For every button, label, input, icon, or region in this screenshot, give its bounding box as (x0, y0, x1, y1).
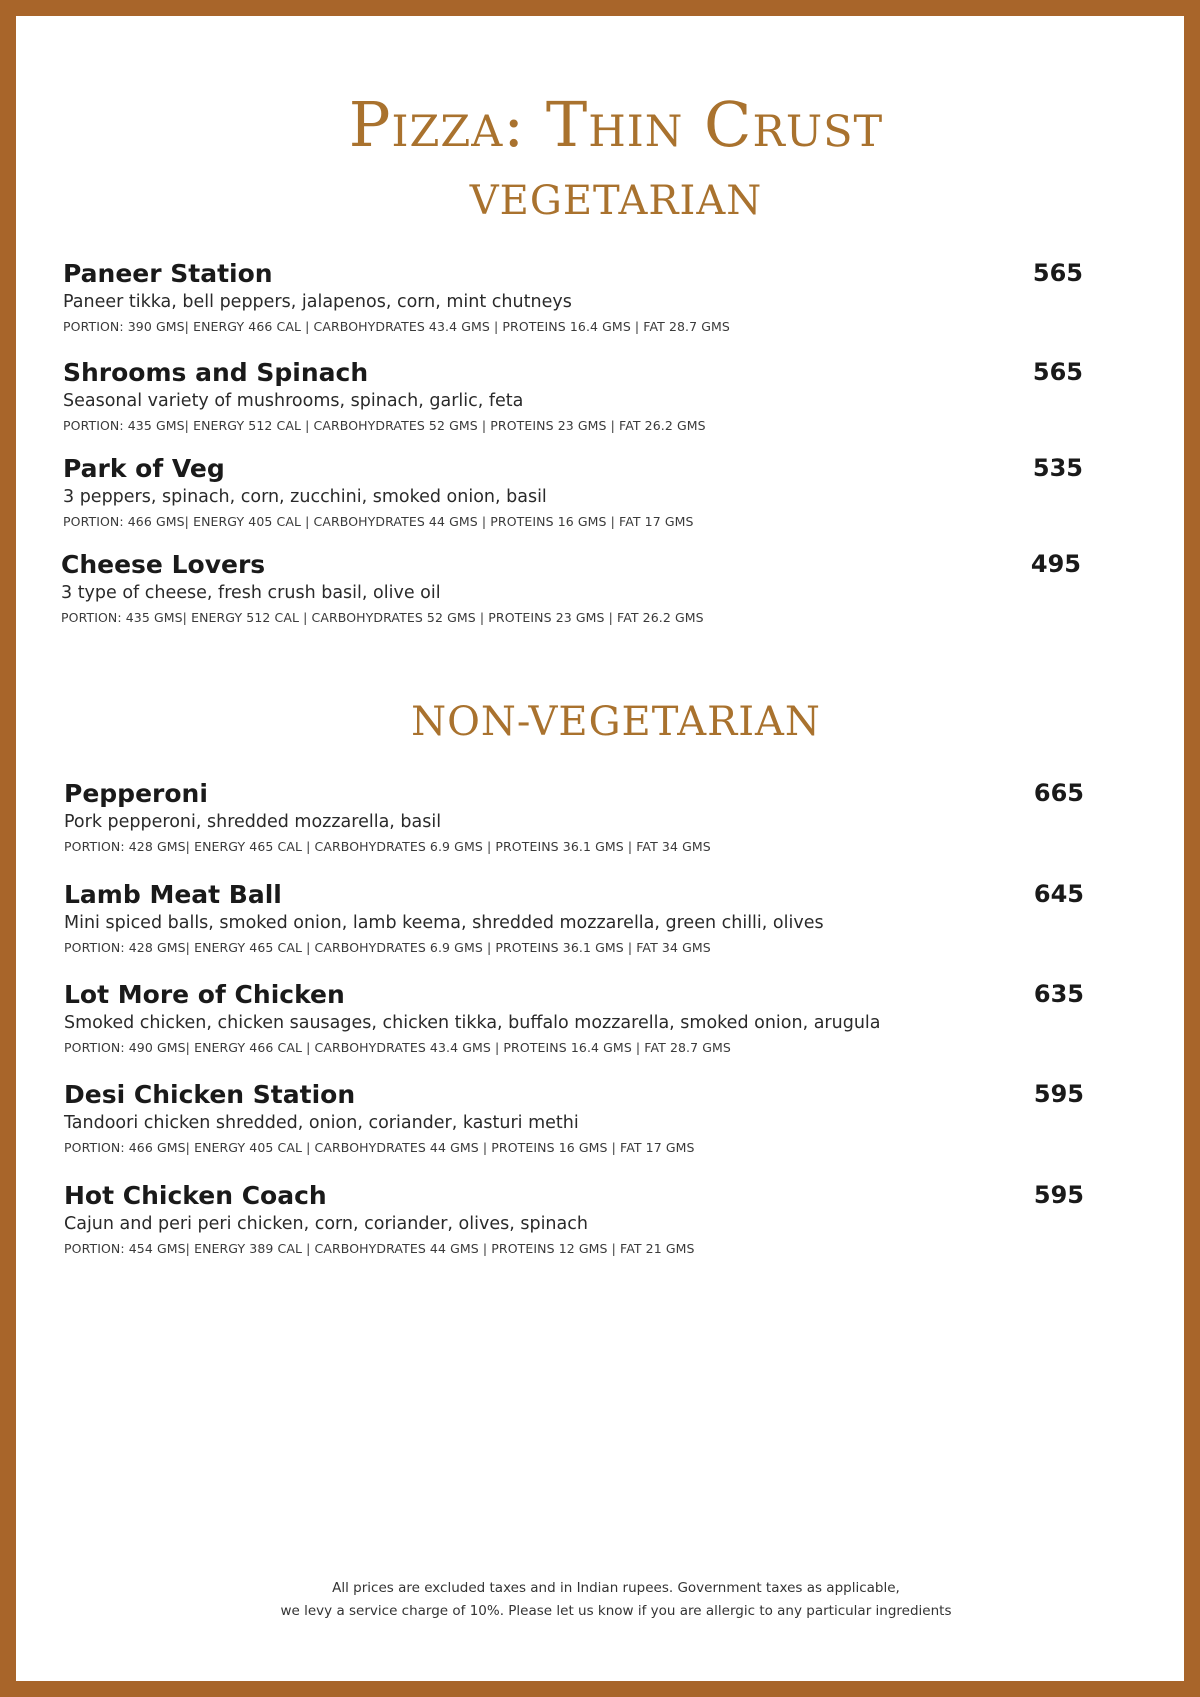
section-heading-non-vegetarian: NON-VEGETARIAN (411, 699, 821, 745)
item-price: 565 (1032, 259, 1083, 287)
item-name: Desi Chicken Station (64, 1080, 356, 1109)
item-nutrition: PORTION: 466 GMS| ENERGY 405 CAL | CARBOHYDRATES 44 GMS | PROTEINS 16 GMS | FAT 17 GMS (63, 514, 694, 529)
footer-line-1: All prices are excluded taxes and in Indian rupees. Government taxes as applicable, (332, 1580, 900, 1596)
item-price: 645 (1033, 880, 1084, 908)
item-name: Pepperoni (64, 779, 208, 808)
item-nutrition: PORTION: 435 GMS| ENERGY 512 CAL | CARBOHYDRATES 52 GMS | PROTEINS 23 GMS | FAT 26.2 GMS (61, 610, 704, 625)
item-description: Tandoori chicken shredded, onion, coriander, kasturi methi (64, 1113, 579, 1133)
item-nutrition: PORTION: 490 GMS| ENERGY 466 CAL | CARBOHYDRATES 43.4 GMS | PROTEINS 16.4 GMS | FAT 28.7 GMS (64, 1040, 731, 1055)
item-name: Park of Veg (63, 454, 225, 483)
item-description: 3 peppers, spinach, corn, zucchini, smoked onion, basil (63, 487, 547, 507)
item-name: Lamb Meat Ball (64, 880, 282, 909)
item-description: Pork pepperoni, shredded mozzarella, basil (64, 812, 442, 832)
item-nutrition: PORTION: 466 GMS| ENERGY 405 CAL | CARBOHYDRATES 44 GMS | PROTEINS 16 GMS | FAT 17 GMS (64, 1140, 695, 1155)
page-title: Pizza: Thin Crust (348, 88, 884, 161)
item-price: 665 (1033, 779, 1084, 807)
item-description: Mini spiced balls, smoked onion, lamb keema, shredded mozzarella, green chilli, olives (64, 913, 824, 933)
item-description: Smoked chicken, chicken sausages, chicken tikka, buffalo mozzarella, smoked onion, arugula (64, 1013, 881, 1033)
item-description: Seasonal variety of mushrooms, spinach, garlic, feta (63, 391, 524, 411)
item-price: 495 (1030, 550, 1081, 578)
item-nutrition: PORTION: 435 GMS| ENERGY 512 CAL | CARBOHYDRATES 52 GMS | PROTEINS 23 GMS | FAT 26.2 GMS (63, 418, 706, 433)
item-price: 565 (1032, 358, 1083, 386)
item-price: 595 (1033, 1080, 1084, 1108)
item-name: Shrooms and Spinach (63, 358, 369, 387)
item-name: Lot More of Chicken (64, 980, 345, 1009)
item-nutrition: PORTION: 428 GMS| ENERGY 465 CAL | CARBOHYDRATES 6.9 GMS | PROTEINS 36.1 GMS | FAT 34 GMS (64, 839, 711, 854)
item-description: Cajun and peri peri chicken, corn, coriander, olives, spinach (64, 1214, 588, 1234)
footer-line-2: we levy a service charge of 10%. Please let us know if you are allergic to any particular ingredients (280, 1603, 952, 1619)
footer-note (16, 1577, 1200, 1623)
item-price: 635 (1033, 980, 1084, 1008)
item-nutrition: PORTION: 454 GMS| ENERGY 389 CAL | CARBOHYDRATES 44 GMS | PROTEINS 12 GMS | FAT 21 GMS (64, 1241, 695, 1256)
item-nutrition: PORTION: 390 GMS| ENERGY 466 CAL | CARBOHYDRATES 43.4 GMS | PROTEINS 16.4 GMS | FAT 28.7 GMS (63, 319, 730, 334)
item-name: Hot Chicken Coach (64, 1181, 327, 1210)
section-heading-vegetarian: VEGETARIAN (469, 178, 763, 224)
item-price: 535 (1032, 454, 1083, 482)
item-nutrition: PORTION: 428 GMS| ENERGY 465 CAL | CARBOHYDRATES 6.9 GMS | PROTEINS 36.1 GMS | FAT 34 GMS (64, 940, 711, 955)
item-description: 3 type of cheese, fresh crush basil, olive oil (61, 583, 441, 603)
item-name: Cheese Lovers (61, 550, 266, 579)
item-price: 595 (1033, 1181, 1084, 1209)
item-description: Paneer tikka, bell peppers, jalapenos, corn, mint chutneys (63, 292, 572, 312)
item-name: Paneer Station (63, 259, 273, 288)
